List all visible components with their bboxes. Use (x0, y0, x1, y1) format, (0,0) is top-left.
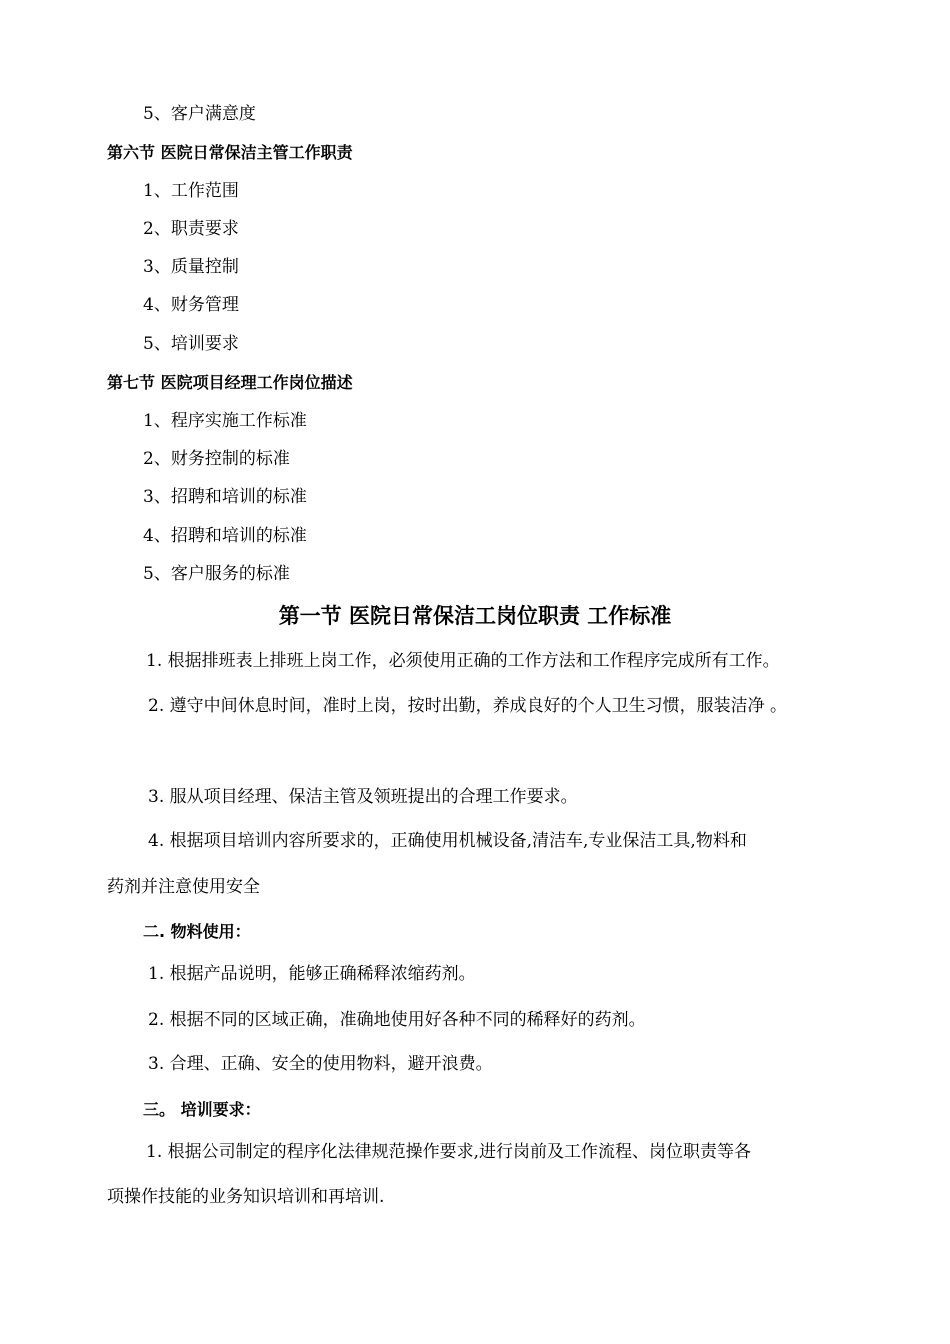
section-heading: 第一节 医院日常保洁工岗位职责 工作标准 (278, 604, 672, 628)
toc-item: 3、质量控制 (143, 257, 239, 277)
paragraph: 3. 服从项目经理、保洁主管及领班提出的合理工作要求。 (148, 787, 578, 807)
list-item: 1. 根据产品说明，能够正确稀释浓缩药剂。 (148, 964, 476, 984)
toc-item: 4、财务管理 (143, 295, 239, 315)
toc-item: 2、财务控制的标准 (143, 449, 290, 469)
toc-section-title: 第七节 医院项目经理工作岗位描述 (107, 373, 353, 392)
list-item: 3. 合理、正确、安全的使用物料，避开浪费。 (148, 1054, 493, 1074)
toc-item: 5、客户服务的标准 (143, 564, 290, 584)
list-item: 1. 根据公司制定的程序化法律规范操作要求,进行岗前及工作流程、岗位职责等各 (146, 1142, 752, 1162)
list-item: 2. 根据不同的区域正确，准确地使用好各种不同的稀释好的药剂。 (148, 1010, 646, 1030)
toc-item: 2、职责要求 (143, 219, 239, 239)
paragraph: 1. 根据排班表上排班上岗工作，必须使用正确的工作方法和工作程序完成所有工作。 (146, 651, 780, 671)
toc-item: 4、招聘和培训的标准 (143, 526, 307, 546)
paragraph: 2. 遵守中间休息时间，准时上岗，按时出勤，养成良好的个人卫生习惯，服装洁净 。 (148, 696, 788, 716)
toc-item: 5、培训要求 (143, 334, 239, 354)
toc-item: 5、客户满意度 (143, 104, 256, 124)
paragraph: 药剂并注意使用安全 (107, 877, 260, 897)
toc-item: 1、工作范围 (143, 181, 239, 201)
toc-item: 1、程序实施工作标准 (143, 411, 307, 431)
subsection-title: 三。 培训要求： (143, 1100, 261, 1119)
toc-item: 3、招聘和培训的标准 (143, 487, 307, 507)
subsection-title: 二. 物料使用： (143, 922, 251, 941)
paragraph: 4. 根据项目培训内容所要求的，正确使用机械设备,清洁车,专业保洁工具,物料和 (148, 831, 747, 851)
list-item: 项操作技能的业务知识培训和再培训. (107, 1187, 385, 1207)
toc-section-title: 第六节 医院日常保洁主管工作职责 (107, 143, 353, 162)
